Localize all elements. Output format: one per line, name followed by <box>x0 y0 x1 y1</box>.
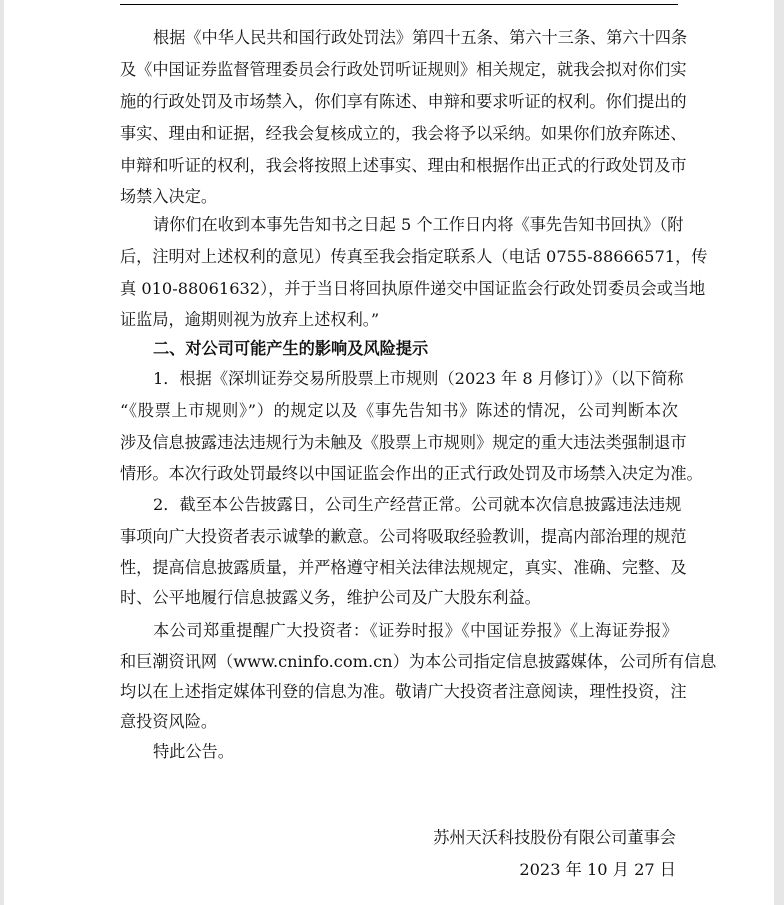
paragraph-line: 后，注明对上述权利的意见）传真至我会指定联系人（电话 0755-88666571，传 <box>120 247 708 266</box>
paragraph-line: 1．根据《深圳证券交易所股票上市规则（2023 年 8 月修订）》（以下简称 <box>153 369 684 388</box>
paragraph-line: 性，提高信息披露质量，并严格遵守相关法律法规规定，真实、准确、完整、及 <box>120 558 687 577</box>
left-margin-strip <box>0 0 4 905</box>
paragraph-line: 申辩和听证的权利，我会将按照上述事实、理由和根据作出正式的行政处罚及市 <box>120 156 687 175</box>
paragraph-line: 情形。本次行政处罚最终以中国证监会作出的正式行政处罚及市场禁入决定为准。 <box>120 464 703 483</box>
paragraph-line: 本公司郑重提醒广大投资者：《证券时报》《中国证券报》《上海证券报》 <box>153 621 678 640</box>
closing-line: 特此公告。 <box>153 742 234 761</box>
page-top-rule <box>120 4 678 5</box>
section-heading: 二、对公司可能产生的影响及风险提示 <box>153 339 429 358</box>
paragraph-line: 2．截至本公告披露日，公司生产经营正常。公司就本次信息披露违法违规 <box>153 495 682 514</box>
paragraph-line: “《股票上市规则》”）的规定以及《事先告知书》陈述的情况，公司判断本次 <box>120 401 678 420</box>
paragraph-line: 证监局，逾期则视为放弃上述权利。” <box>120 310 380 329</box>
paragraph-line: 真 010-88061632），并于当日将回执原件递交中国证监会行政处罚委员会或当地 <box>120 279 706 298</box>
paragraph-line: 均以在上述指定媒体刊登的信息为准。敬请广大投资者注意阅读，理性投资，注 <box>120 682 687 701</box>
scrollbar-track[interactable] <box>774 0 784 905</box>
signature-company: 苏州天沃科技股份有限公司董事会 <box>433 828 676 847</box>
paragraph-line: 事项向广大投资者表示诚挚的歉意。公司将吸取经验教训，提高内部治理的规范 <box>120 527 687 546</box>
paragraph-line: 涉及信息披露违法违规行为未触及《股票上市规则》规定的重大违法类强制退市 <box>120 433 687 452</box>
paragraph-line: 根据《中华人民共和国行政处罚法》第四十五条、第六十三条、第六十四条 <box>153 28 688 47</box>
paragraph-line: 意投资风险。 <box>120 712 218 731</box>
signature-date: 2023 年 10 月 27 日 <box>519 860 676 879</box>
paragraph-line: 施的行政处罚及市场禁入，你们享有陈述、申辩和要求听证的权利。你们提出的 <box>120 92 687 111</box>
paragraph-line: 场禁入决定。 <box>120 187 218 206</box>
paragraph-line: 请你们在收到本事先告知书之日起 5 个工作日内将《事先告知书回执》（附 <box>153 215 684 234</box>
paragraph-line: 时、公平地履行信息披露义务，维护公司及广大股东利益。 <box>120 588 541 607</box>
paragraph-line: 及《中国证券监督管理委员会行政处罚听证规则》相关规定，就我会拟对你们实 <box>120 60 687 79</box>
paragraph-line: 和巨潮资讯网（www.cninfo.com.cn）为本公司指定信息披露媒体，公司所有信息 <box>120 652 717 671</box>
paragraph-line: 事实、理由和证据，经我会复核成立的，我会将予以采纳。如果你们放弃陈述、 <box>120 124 687 143</box>
